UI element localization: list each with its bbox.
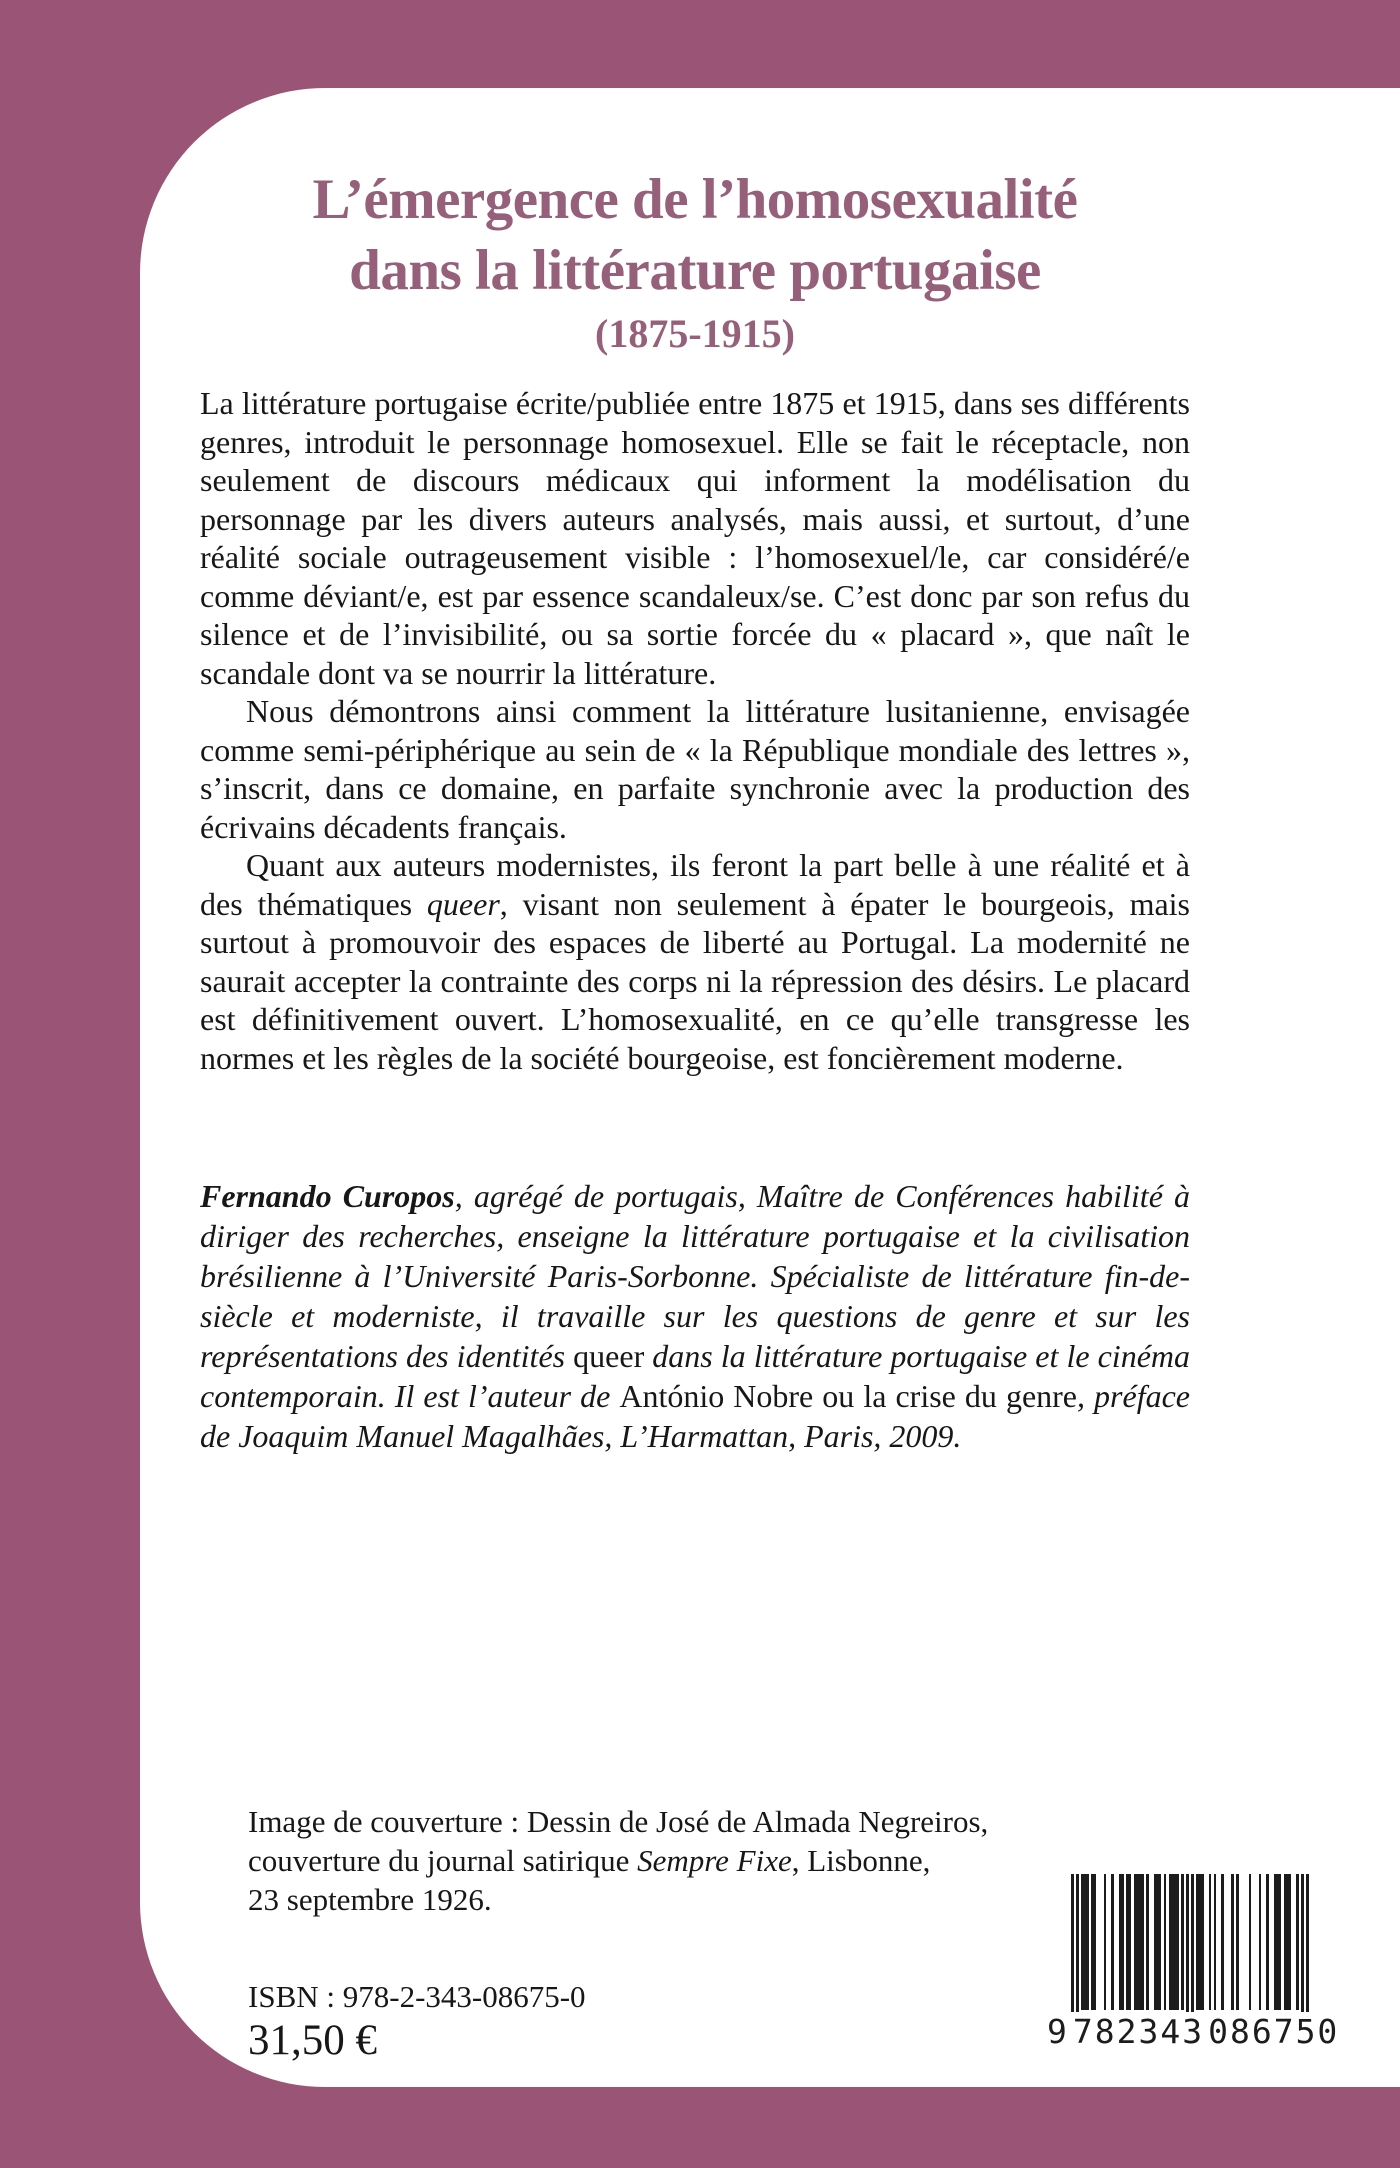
synopsis	[200, 384, 1190, 1077]
barcode-digit-left: 9	[1047, 2012, 1069, 2051]
back-cover-panel	[140, 88, 1400, 2087]
synopsis-paragraph-1: La littérature portugaise écrite/publiée entre 1875 et 1915, dans ses différents genres, introduit le personnage homosexuel. Elle se fait le réceptacle, non seulement de discours médicaux qui informent la modélisation du personnage par les divers auteurs analysés, mais aussi, et surtout, d’une réalité sociale outrageusement visible : l’homosexuel/le, car considéré/e comme déviant/e, est par essence scandaleux/se. C’est donc par son refus du silence et de l’invisibilité, ou sa sortie forcée du « placard », que naît le scandale dont va se nourrir la littérature.	[200, 385, 1190, 691]
price-label: 31,50 €	[248, 2017, 377, 2064]
synopsis-paragraph-3: Quant aux auteurs modernistes, ils feront la part belle à une réalité et à des thématiques queer, visant non seulement à épater le bourgeois, mais surtout à promouvoir des espaces de liberté au Portugal. La modernité ne saurait accepter la contrainte des corps ni la répression des désirs. Le placard est définitivement ouvert. L’homosexualité, en ce qu’elle transgresse les normes et les règles de la société bourgeoise, est foncièrement moderne.	[200, 847, 1191, 1076]
book-title-years: (1875-1915)	[595, 311, 795, 356]
barcode-digits	[1045, 2012, 1340, 2051]
cover-image-credit-line1: Image de couverture : Dessin de José de Almada Negreiros,	[248, 1804, 989, 1839]
cover-image-credit-line3: 23 septembre 1926.	[248, 1882, 492, 1917]
cover-image-credit	[248, 1802, 1148, 1919]
isbn-label: ISBN : 978-2-343-08675-0	[248, 1979, 586, 2014]
barcode-digits-group2: 086750	[1208, 2012, 1340, 2051]
barcode-digits-group1: 782343	[1072, 2012, 1205, 2051]
book-title-line1: L’émergence de l’homosexualité	[312, 168, 1078, 231]
barcode-bars	[1071, 1874, 1311, 2026]
author-bio: Fernando Curopos, agrégé de portugais, Maître de Conférences habilité à diriger des recherches, enseigne la littérature portugaise et la civilisation brésilienne à l’Université Paris-Sorbonne. Spécialiste de littérature fin-de-siècle et moderniste, il travaille sur les questions de genre et sur les représentations des identités queer dans la littérature portugaise et le cinéma contemporain. Il est l’auteur de António Nobre ou la crise du genre, préface de Joaquim Manuel Magalhães, L’Harmattan, Paris, 2009.	[200, 1178, 1191, 1454]
title-block	[200, 164, 1190, 358]
barcode	[1045, 1874, 1340, 2051]
book-title-line2: dans la littérature portugaise	[349, 239, 1041, 302]
isbn-price-block	[248, 1978, 848, 2066]
synopsis-paragraph-2: Nous démontrons ainsi comment la littérature lusitanienne, envisagée comme semi-périphérique au sein de « la République mondiale des lettres », s’inscrit, dans ce domaine, en parfaite synchronie avec la production des écrivains décadents français.	[200, 693, 1190, 845]
cover-image-credit-line2: couverture du journal satirique Sempre Fixe, Lisbonne,	[248, 1843, 931, 1878]
